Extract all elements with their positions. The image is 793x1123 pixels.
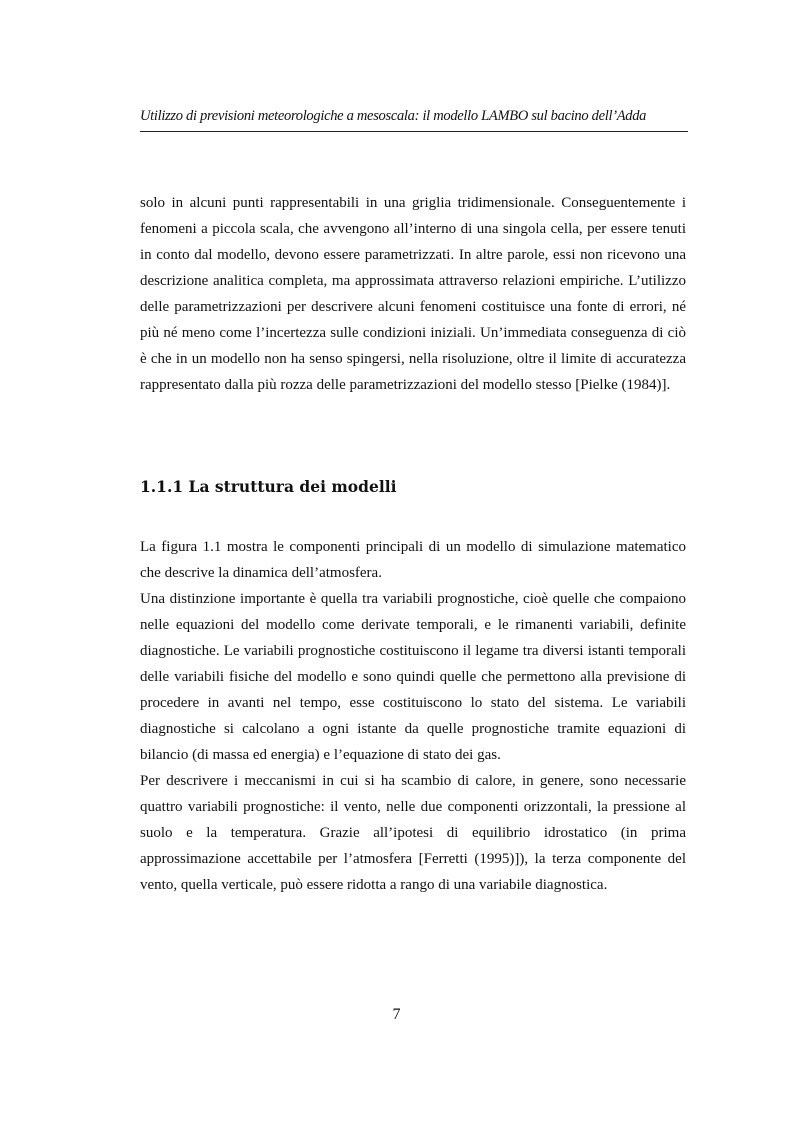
- section-heading: 1.1.1 La struttura dei modelli: [140, 477, 397, 496]
- section-body: [140, 534, 686, 898]
- section-paragraph-3: Per descrivere i meccanismi in cui si ha scambio di calore, in genere, sono necessarie quattro variabili prognostiche: il vento, nelle due componenti orizzontali, la pressione al suolo e la temperatura. Grazie all’ipotesi di equilibrio idrostatico (in prima approssimazione accettabile per l’atmosfera [Ferretti (1995)]), la terza componente del vento, quella verticale, può essere ridotta a rango di una variabile diagnostica.: [140, 773, 686, 893]
- header-rule: [140, 131, 688, 132]
- running-header: Utilizzo di previsioni meteorologiche a mesoscala: il modello LAMBO sul bacino dell’Adda: [140, 108, 647, 124]
- section-paragraph-2: Una distinzione importante è quella tra variabili prognostiche, cioè quelle che compaiono nelle equazioni del modello come derivate temporali, e le rimanenti variabili, definite diagnostiche. Le variabili prognostiche costituiscono il legame tra diversi istanti temporali delle variabili fisiche del modello e sono quindi quelle che permettono alla previsione di procedere in avanti nel tempo, esse costituiscono lo stato del sistema. Le variabili diagnostiche si calcolano a ogni istante da quelle prognostiche tramite equazioni di bilancio (di massa ed energia) e l’equazione di stato dei gas.: [140, 591, 686, 763]
- section-paragraph-1: La figura 1.1 mostra le componenti principali di un modello di simulazione matematico che descrive la dinamica dell’atmosfera.: [140, 539, 686, 581]
- intro-paragraph: solo in alcuni punti rappresentabili in una griglia tridimensionale. Conseguentemente i fenomeni a piccola scala, che avvengono all’interno di una singola cella, per essere tenuti in conto dal modello, devono essere parametrizzati. In altre parole, essi non ricevono una descrizione analitica completa, ma approssimata attraverso relazioni empiriche. L’utilizzo delle parametrizzazioni per descrivere alcuni fenomeni costituisce una fonte di errori, né più né meno come l’incertezza sulle condizioni iniziali. Un’immediata conseguenza di ciò è che in un modello non ha senso spingersi, nella risoluzione, oltre il limite di accuratezza rappresentato dalla più rozza delle parametrizzazioni del modello stesso [Pielke (1984)].: [140, 195, 686, 393]
- intro-paragraph-block: [140, 190, 686, 398]
- page-number: 7: [392, 1006, 401, 1023]
